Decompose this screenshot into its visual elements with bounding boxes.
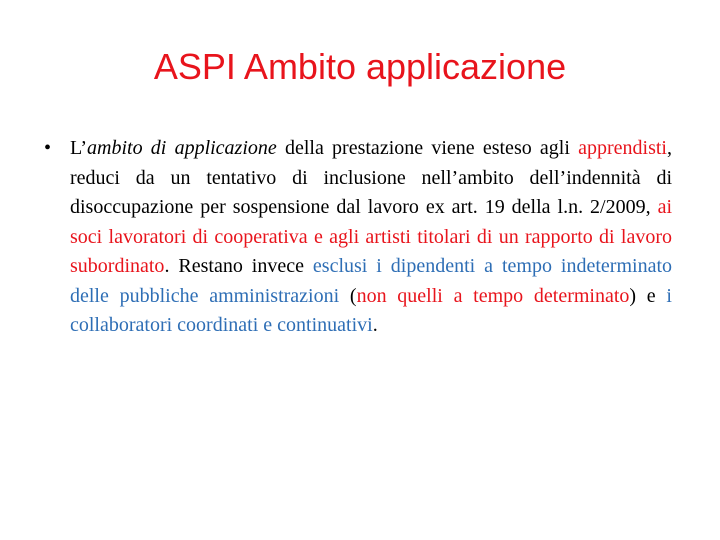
text-segment: ( [339, 284, 357, 307]
text-segment: L’ [70, 137, 88, 159]
text-segment: , reduci da un tentativo di inclusione nell’ambito dell’indennità di disoccupazione per sospensione dal lavoro ex art. 19 della l.n. 2/2009, [70, 137, 672, 218]
highlight-red: non quelli a tempo determinato [356, 284, 630, 307]
highlight-red: ai soci lavoratori di cooperativa e agli artisti titolari di un rapporto di lavoro subordinato [70, 196, 672, 277]
bullet-paragraph [70, 134, 672, 341]
italic-phrase: ambito di applicazione [87, 137, 277, 159]
text-segment: ) e [629, 284, 667, 307]
highlight-red: apprendisti [578, 137, 667, 159]
bullet-list [44, 134, 672, 341]
text-segment: . [372, 314, 378, 336]
highlight-blue: esclusi i dipendenti a tempo indeterminato delle pubbliche amministrazioni [70, 255, 672, 307]
bullet-icon: • [44, 137, 52, 159]
text-segment: della prestazione viene esteso agli [276, 137, 579, 159]
slide-title: ASPI Ambito applicazione [153, 46, 567, 87]
highlight-blue: i collaboratori coordinati e continuativi [70, 284, 672, 336]
text-segment: . Restano invece [164, 255, 313, 277]
